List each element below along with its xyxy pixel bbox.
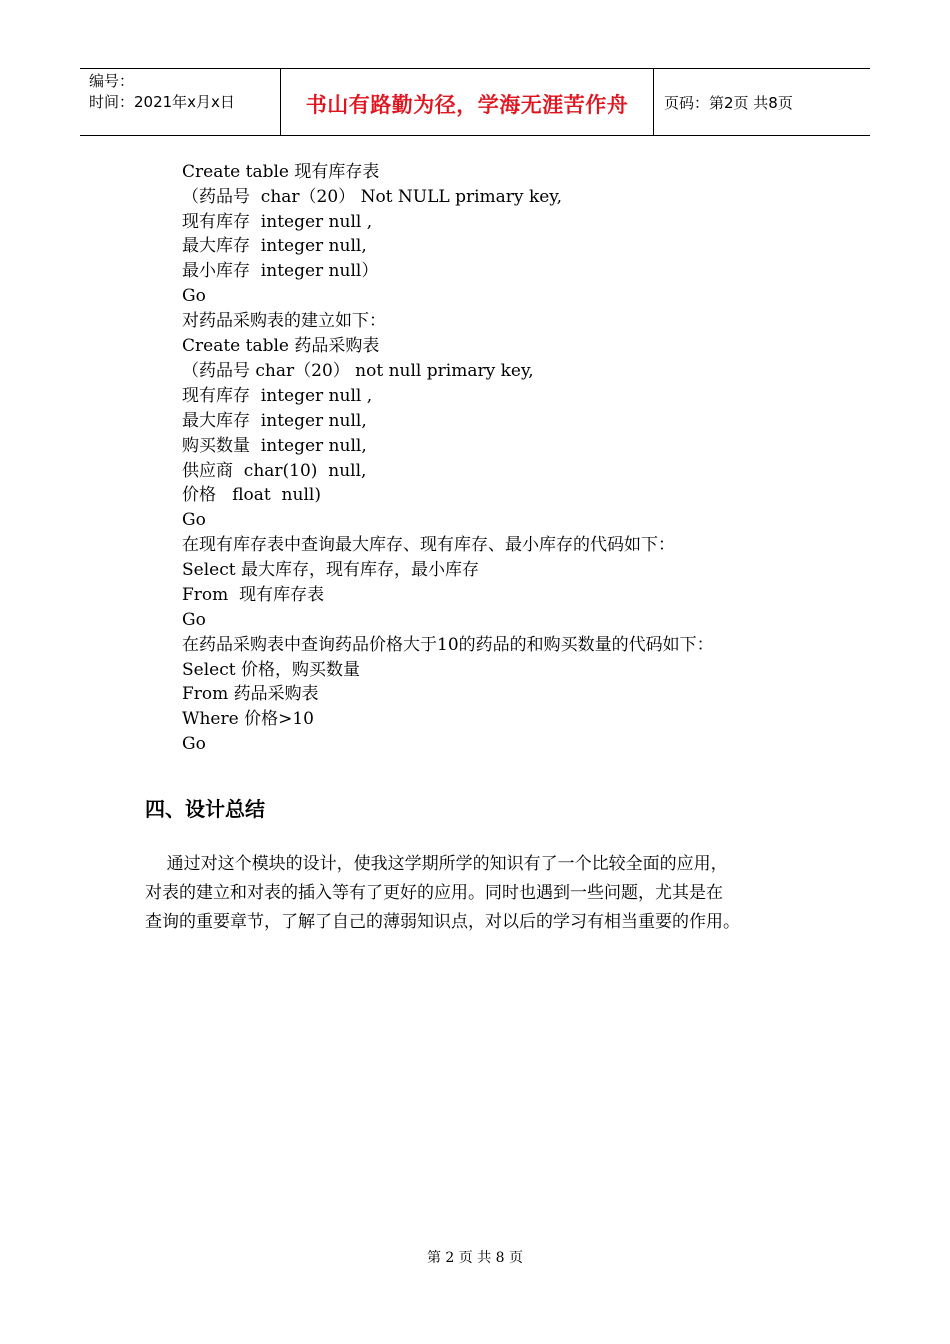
code-line: Create table 现有库存表 — [182, 162, 380, 182]
header-motto-cell — [281, 69, 654, 135]
section-title: 四、设计总结 — [145, 797, 265, 821]
code-line: 购买数量 integer null, — [182, 436, 367, 456]
code-line: 对药品采购表的建立如下： — [182, 311, 386, 331]
code-line: 在药品采购表中查询药品价格大于10的药品的和购买数量的代码如下： — [182, 635, 714, 655]
code-line: Where 价格>10 — [182, 709, 314, 729]
summary-paragraph — [145, 850, 825, 937]
code-line: Create table 药品采购表 — [182, 336, 380, 356]
code-line: Go — [182, 510, 206, 530]
code-line: （药品号 char（20） Not NULL primary key, — [182, 187, 563, 207]
code-line: Go — [182, 286, 206, 306]
code-line: 在现有库存表中查询最大库存、现有库存、最小库存的代码如下： — [182, 535, 675, 555]
paragraph-line: 查询的重要章节，了解了自己的薄弱知识点，对以后的学习有相当重要的作用。 — [145, 912, 740, 932]
code-line: Select 最大库存，现有库存，最小库存 — [182, 560, 479, 580]
paragraph-line: 通过对这个模块的设计，使我这学期所学的知识有了一个比较全面的应用， — [145, 854, 728, 874]
code-line: 供应商 char(10) null, — [182, 461, 367, 481]
page-footer: 第 2 页 共 8 页 — [426, 1250, 524, 1266]
code-line: 最大库存 integer null, — [182, 236, 367, 256]
page-header — [80, 68, 870, 136]
code-line: From 药品采购表 — [182, 684, 319, 704]
code-line: Go — [182, 610, 206, 630]
code-line: （药品号 char（20） not null primary key, — [182, 361, 534, 381]
code-line: Select 价格，购买数量 — [182, 660, 360, 680]
code-line: 价格 float null) — [182, 485, 321, 505]
header-meta-cell — [80, 69, 281, 135]
code-line: Go — [182, 734, 206, 754]
paragraph-line: 对表的建立和对表的插入等有了更好的应用。同时也遇到一些问题，尤其是在 — [145, 883, 723, 903]
code-line: 最小库存 integer null） — [182, 261, 379, 281]
page-label: 页码：第2页 共8页 — [664, 93, 793, 112]
code-line: 最大库存 integer null, — [182, 411, 367, 431]
code-line: From 现有库存表 — [182, 585, 325, 605]
motto-text: 书山有路勤为径，学海无涯苦作舟 — [305, 93, 629, 117]
header-page-cell — [654, 69, 870, 135]
code-line: 现有库存 integer null , — [182, 212, 373, 232]
number-label: 编号： — [89, 72, 135, 90]
time-label: 时间：2021年x月x日 — [89, 93, 235, 111]
code-line: 现有库存 integer null , — [182, 386, 373, 406]
